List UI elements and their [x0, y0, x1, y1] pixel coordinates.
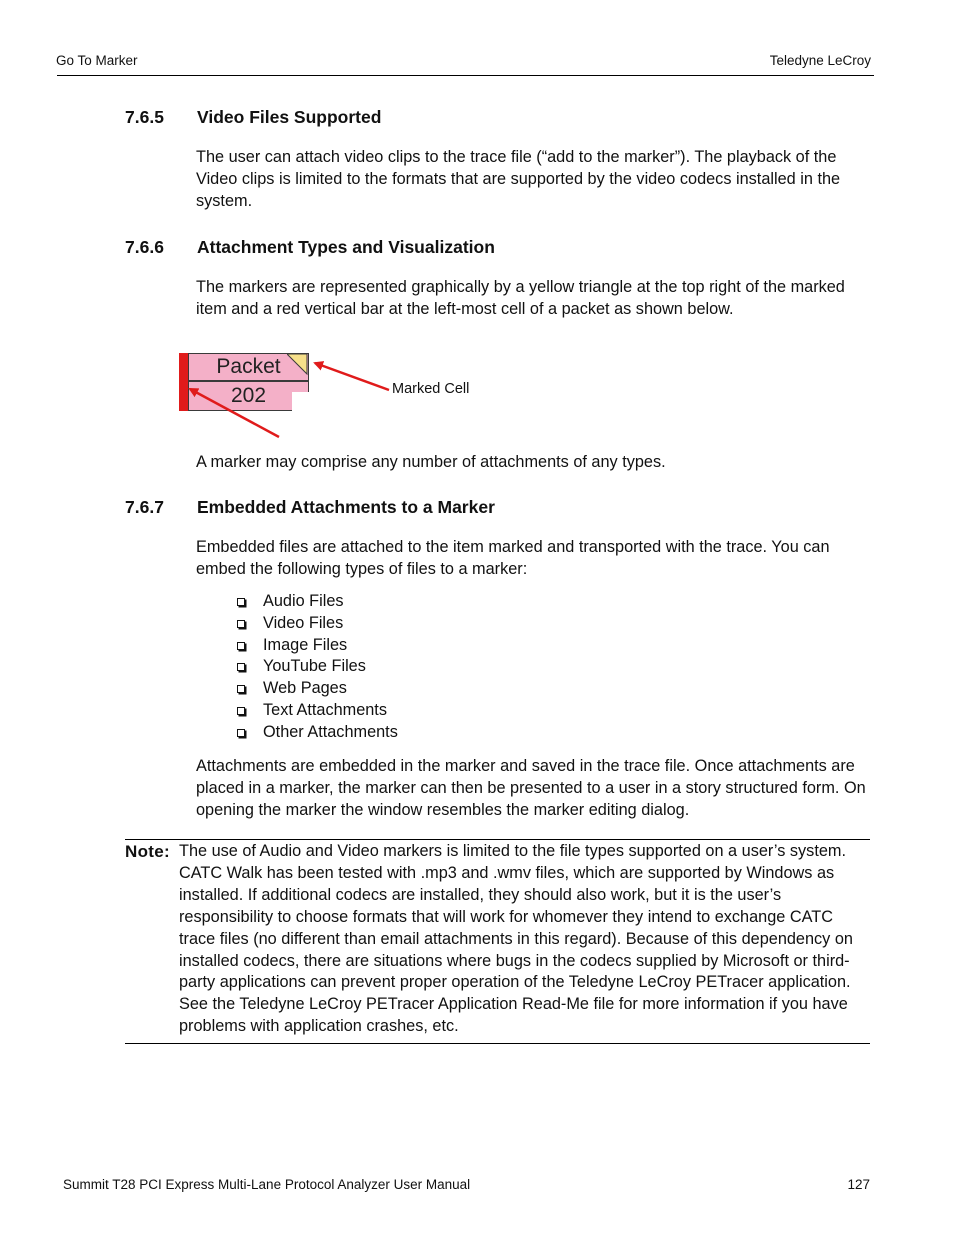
footer-manual-title: Summit T28 PCI Express Multi-Lane Protocol Analyzer User Manual	[63, 1177, 471, 1192]
note-text: The use of Audio and Video markers is limited to the file types supported on a user’s system. CATC Walk has been tested with .mp3 and .wmv files, which are supported by Windows as installed. If additional codecs are installed, they should also work, but it is the user’s responsibility to choose formats that will work for whomever they intend to exchange CATC trace files (no different than email attachments in this regard). Because of this dependency on installed codecs, there are situations where bugs in the codecs supplied by Microsoft or third-party applications can prevent proper operation of the Teledyne LeCroy PETracer application. See the Teledyne LeCroy PETracer Application Read-Me file for more information if you have problems with application crashes, etc.	[179, 842, 853, 1036]
checkbox-bullet-icon	[237, 598, 245, 606]
paragraph-attachment-types: The markers are represented graphically by a yellow triangle at the top right of the marked item and a red vertical bar at the left-most cell of a packet as shown below.	[196, 278, 845, 318]
paragraph-video-files: The user can attach video clips to the trace file (“add to the marker”). The playback of the Video clips is limited to the formats that are supported by the video codecs installed in the system.	[196, 148, 841, 210]
section-heading-7-6-7	[125, 497, 495, 518]
checkbox-bullet-icon	[237, 707, 245, 715]
header-rule	[57, 75, 874, 76]
note-bottom-rule	[125, 1043, 870, 1044]
checkbox-bullet-icon	[237, 685, 245, 693]
list-item: Web Pages	[237, 678, 398, 700]
checkbox-bullet-icon	[237, 642, 245, 650]
section-number: 7.6.5	[125, 107, 164, 127]
note-top-rule	[125, 839, 870, 840]
packet-cell-label: Packet	[188, 353, 309, 381]
section-heading-7-6-5	[125, 107, 381, 128]
list-item: Audio Files	[237, 591, 398, 613]
packet-cell-number: 202	[188, 381, 309, 411]
list-item: Other Attachments	[237, 722, 398, 744]
list-item: Video Files	[237, 613, 398, 635]
section-title: Video Files Supported	[197, 107, 382, 127]
list-item: Text Attachments	[237, 700, 398, 722]
marked-cell-callout: Marked Cell	[392, 381, 470, 397]
checkbox-bullet-icon	[237, 729, 245, 737]
paragraph-embedded-files: Embedded files are attached to the item marked and transported with the trace. You can embed the following types of files to a marker:	[196, 538, 830, 578]
checkbox-bullet-icon	[237, 620, 245, 628]
section-number: 7.6.7	[125, 497, 164, 517]
running-header-section: Go To Marker	[56, 53, 138, 68]
note-label: Note:	[125, 842, 170, 861]
section-heading-7-6-6	[125, 237, 495, 258]
running-header-company: Teledyne LeCroy	[769, 53, 871, 68]
section-title: Attachment Types and Visualization	[197, 237, 495, 257]
attachment-type-list	[237, 591, 398, 744]
page-number: 127	[847, 1177, 870, 1192]
list-item: Image Files	[237, 635, 398, 657]
section-title: Embedded Attachments to a Marker	[197, 497, 495, 517]
paragraph-marker-attachments: A marker may comprise any number of attachments of any types.	[196, 453, 666, 471]
list-item: YouTube Files	[237, 656, 398, 678]
paragraph-attachments-embedded: Attachments are embedded in the marker and saved in the trace file. Once attachments are placed in a marker, the marker can then be presented to a user in a story structured form. On opening the marker the window resembles the marker editing dialog.	[196, 757, 866, 819]
section-number: 7.6.6	[125, 237, 164, 257]
checkbox-bullet-icon	[237, 663, 245, 671]
marked-cell-figure	[178, 350, 488, 442]
